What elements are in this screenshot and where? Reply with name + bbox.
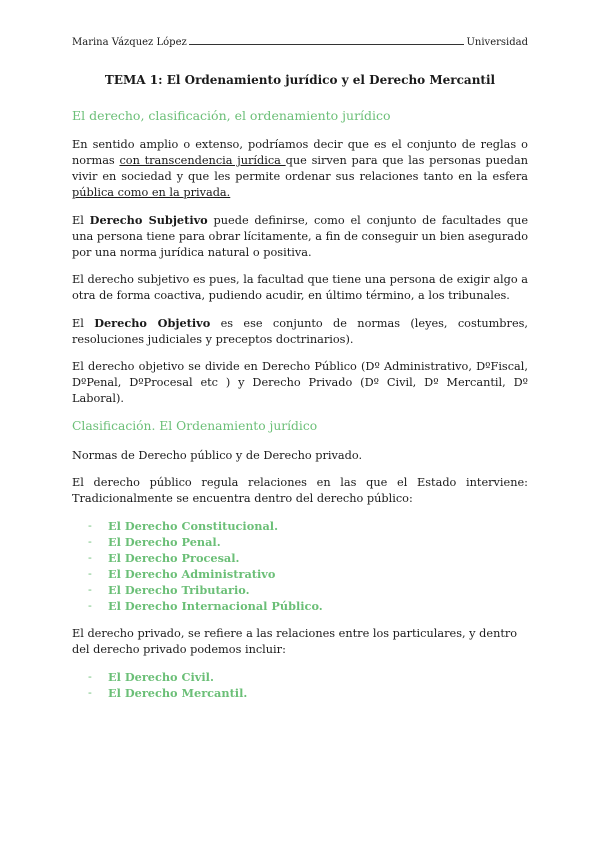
bold-term: Derecho Objetivo <box>94 316 211 330</box>
list-item: - El Derecho Civil. <box>88 669 528 685</box>
section-heading-derecho: El derecho, clasificación, el ordenamiento jurídico <box>72 108 391 123</box>
bold-term: Derecho Subjetivo <box>89 213 208 227</box>
underlined-text: pública como en la privada. <box>72 186 231 199</box>
list-item: - El Derecho Internacional Público. <box>88 598 528 614</box>
paragraph-definition: En sentido amplio o extenso, podríamos decir que es el conjunto de reglas o normas con transcendencia jurídica que sirven para que las personas puedan vivir en sociedad y que les permite ordenar sus relaciones tanto en la esfera pública como en la privada. <box>72 138 528 199</box>
paragraph-objetivo-division: El derecho objetivo se divide en Derecho Público (Dº Administrativo, DºFiscal, DºPenal, DºProcesal etc ) y Derecho Privado (Dº Civil, Dº Mercantil, Dº Laboral). <box>72 360 528 405</box>
document-title: TEMA 1: El Ordenamiento jurídico y el Derecho Mercantil <box>104 73 496 87</box>
list-item: - El Derecho Constitucional. <box>88 518 528 534</box>
list-item: - El Derecho Tributario. <box>88 582 528 598</box>
paragraph-derecho-objetivo: El Derecho Objetivo es ese conjunto de normas (leyes, costumbres, resoluciones judiciales y preceptos doctrinarios). <box>72 316 529 346</box>
section-heading-clasificacion: Clasificación. El Ordenamiento jurídico <box>72 419 318 433</box>
paragraph-derecho-subjetivo: El Derecho Subjetivo puede definirse, como el conjunto de facultades que una persona tiene para obrar lícitamente, a fin de conseguir un bien asegurado por una norma jurídica natural o positiva. <box>72 213 529 259</box>
paragraph-derecho-publico: El derecho público regula relaciones en las que el Estado interviene: Tradicionalmente se encuentra dentro del derecho público: <box>72 476 528 505</box>
private-law-list <box>72 669 528 701</box>
page-header <box>72 36 528 48</box>
list-item: - El Derecho Mercantil. <box>88 685 528 701</box>
header-rule <box>189 36 465 45</box>
document-body <box>72 108 528 713</box>
header-author: Marina Vázquez López <box>72 37 187 48</box>
paragraph-normas: Normas de Derecho público y de Derecho privado. <box>72 449 363 462</box>
paragraph-derecho-privado: El derecho privado, se refiere a las relaciones entre los particulares, y dentro del derecho privado podemos incluir: <box>72 627 518 656</box>
header-institution: Universidad <box>466 37 528 48</box>
public-law-list <box>72 518 528 614</box>
list-item: - El Derecho Penal. <box>88 534 528 550</box>
paragraph-subjetivo-facultad: El derecho subjetivo es pues, la facultad que tiene una persona de exigir algo a otra de forma coactiva, pudiendo acudir, en último término, a los tribunales. <box>72 273 528 302</box>
list-item: - El Derecho Administrativo <box>88 566 528 582</box>
list-item: - El Derecho Procesal. <box>88 550 528 566</box>
underlined-text: con transcendencia jurídica <box>119 154 286 167</box>
